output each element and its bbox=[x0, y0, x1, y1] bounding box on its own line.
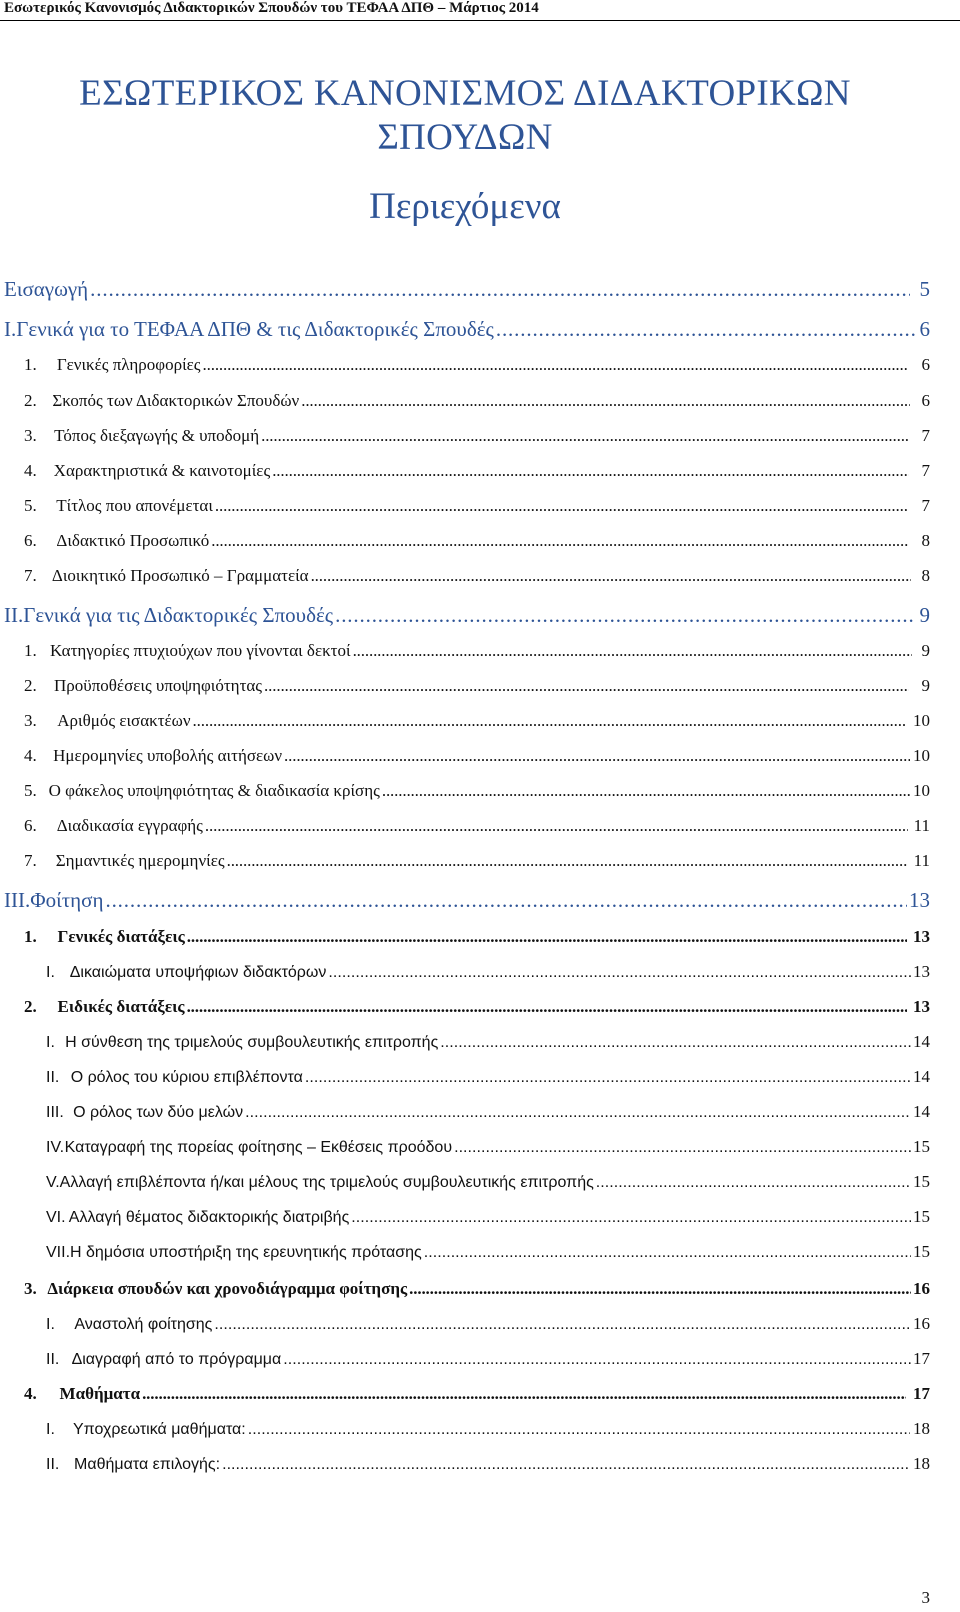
toc-dot-leader bbox=[409, 1279, 911, 1299]
toc-entry-label: Δικαιώματα υποψήφιων διδακτόρων bbox=[69, 964, 327, 981]
toc-entry[interactable] bbox=[46, 1349, 930, 1369]
toc-entry-number: II. bbox=[46, 1351, 60, 1368]
toc-dot-leader bbox=[335, 603, 915, 628]
toc-dot-leader bbox=[222, 1456, 910, 1474]
page-number: 3 bbox=[921, 1588, 930, 1607]
toc-entry-number: 2. bbox=[24, 997, 37, 1016]
toc-entry[interactable] bbox=[46, 1172, 930, 1192]
toc-entry-label: Ημερομηνίες υποβολής αιτήσεων bbox=[53, 746, 283, 765]
toc-entry-number: 2. bbox=[24, 391, 37, 410]
toc-entry-label: Διάρκεια σπουδών και χρονοδιάγραμμα φοίτησης bbox=[47, 1279, 408, 1298]
toc-entry-label: Αλλαγή επιβλέποντα ή/και μέλους της τριμελούς συμβουλευτικής επιτροπής bbox=[59, 1174, 594, 1191]
toc-entry[interactable] bbox=[24, 746, 930, 766]
toc-entry-label: Αλλαγή θέματος διδακτορικής διατριβής bbox=[68, 1209, 350, 1226]
toc-dot-leader bbox=[328, 964, 911, 982]
toc-dot-leader bbox=[424, 1244, 911, 1262]
toc-entry-page: 13 bbox=[909, 888, 930, 912]
toc-entry-page: 15 bbox=[913, 1207, 930, 1226]
toc-entry-number: 4. bbox=[24, 1384, 37, 1403]
toc-entry-number: I. bbox=[46, 1034, 55, 1051]
toc-dot-leader bbox=[105, 888, 907, 913]
toc-entry-number: 3. bbox=[24, 426, 37, 445]
toc-entry-label: Διαγραφή από το πρόγραμμα bbox=[71, 1351, 282, 1368]
toc-entry-label: Γενικές διατάξεις bbox=[57, 927, 185, 946]
toc-entry-label: Ειδικές διατάξεις bbox=[57, 997, 185, 1016]
toc-entry[interactable] bbox=[4, 277, 930, 302]
toc-entry-number: 5. bbox=[24, 496, 37, 515]
toc-entry[interactable] bbox=[24, 851, 930, 871]
toc-entry-label: Τόπος διεξαγωγής & υποδομή bbox=[54, 426, 260, 445]
toc-entry[interactable] bbox=[24, 1279, 930, 1299]
toc-entry-number: I. bbox=[4, 317, 17, 341]
toc-dot-leader bbox=[301, 391, 910, 411]
toc-entry-page: 18 bbox=[913, 1454, 930, 1473]
toc-entry[interactable] bbox=[24, 676, 930, 696]
toc-entry[interactable] bbox=[46, 1067, 930, 1087]
toc-dot-leader bbox=[214, 1316, 909, 1334]
toc-entry-number: 4. bbox=[24, 461, 37, 480]
toc-entry-number: 4. bbox=[24, 746, 37, 765]
toc-entry[interactable] bbox=[24, 355, 930, 375]
toc-entry-page: 7 bbox=[921, 496, 930, 515]
toc-dot-leader bbox=[203, 355, 908, 375]
toc-entry-label: Διοικητικό Προσωπικό – Γραμματεία bbox=[51, 566, 309, 585]
toc-entry-label: Γενικά για τις Διδακτορικές Σπουδές bbox=[23, 603, 334, 627]
toc-entry[interactable] bbox=[46, 1419, 930, 1439]
document-title-line-1: ΕΣΩΤΕΡΙΚΟΣ ΚΑΝΟΝΙΣΜΟΣ ΔΙΔΑΚΤΟΡΙΚΩΝ bbox=[79, 73, 851, 114]
toc-entry-number: 1. bbox=[24, 927, 37, 946]
toc-entry-page: 14 bbox=[913, 1032, 930, 1051]
toc-entry-label: Αναστολή φοίτησης bbox=[74, 1316, 213, 1333]
toc-entry-number: VII. bbox=[46, 1244, 71, 1261]
toc-entry-page: 5 bbox=[919, 277, 930, 301]
toc-dot-leader bbox=[311, 566, 911, 586]
toc-entry-page: 13 bbox=[913, 997, 930, 1016]
toc-dot-leader bbox=[193, 711, 908, 731]
toc-entry-page: 9 bbox=[921, 676, 930, 695]
toc-entry-page: 7 bbox=[921, 426, 931, 445]
toc-entry[interactable] bbox=[4, 603, 930, 628]
toc-entry-number: 7. bbox=[24, 851, 37, 870]
toc-entry-page: 11 bbox=[913, 816, 930, 835]
toc-heading: Περιεχόμενα bbox=[369, 186, 561, 227]
toc-dot-leader bbox=[382, 781, 911, 801]
toc-dot-leader bbox=[283, 1351, 911, 1369]
toc-entry[interactable] bbox=[24, 997, 930, 1017]
toc-entry-number: II. bbox=[46, 1456, 60, 1473]
toc-dot-leader bbox=[215, 496, 908, 516]
toc-dot-leader bbox=[353, 641, 912, 661]
toc-entry-label: Καταγραφή της πορείας φοίτησης – Εκθέσεις προόδου bbox=[64, 1139, 453, 1156]
toc-dot-leader bbox=[440, 1034, 911, 1052]
toc-entry-label: Τίτλος που απονέμεται bbox=[56, 496, 213, 515]
toc-entry-number: 3. bbox=[24, 711, 37, 730]
toc-entry-page: 17 bbox=[913, 1384, 930, 1403]
toc-entry-label: Φοίτηση bbox=[30, 888, 104, 912]
toc-entry[interactable] bbox=[24, 641, 930, 661]
toc-entry-page: 10 bbox=[913, 711, 930, 730]
toc-dot-leader bbox=[305, 1069, 911, 1087]
toc-entry[interactable] bbox=[46, 1137, 930, 1157]
toc-entry[interactable] bbox=[46, 1314, 930, 1334]
toc-dot-leader bbox=[205, 816, 908, 836]
toc-entry[interactable] bbox=[46, 1454, 930, 1474]
toc-entry-number: II. bbox=[4, 603, 24, 627]
toc-entry[interactable] bbox=[24, 711, 930, 731]
toc-entry-page: 13 bbox=[913, 962, 930, 981]
toc-entry-label: Γενικά για το ΤΕΦΑΑ ΔΠΘ & τις Διδακτορικές Σπουδές bbox=[16, 317, 494, 341]
toc-entry-page: 13 bbox=[913, 927, 930, 946]
toc-entry-page: 7 bbox=[921, 461, 931, 480]
toc-entry-label: Ο φάκελος υποψηφιότητας & διαδικασία κρίσης bbox=[48, 781, 380, 800]
toc-entry-label: Αριθμός εισακτέων bbox=[57, 711, 191, 730]
toc-entry-page: 9 bbox=[919, 603, 930, 627]
toc-entry[interactable] bbox=[24, 816, 930, 836]
toc-entry[interactable] bbox=[46, 1242, 930, 1262]
toc-entry-page: 14 bbox=[913, 1102, 930, 1121]
toc-entry-number: 2. bbox=[24, 676, 37, 695]
toc-entry-page: 8 bbox=[921, 531, 930, 550]
toc-entry-number: 1. bbox=[24, 355, 37, 374]
toc-entry-page: 16 bbox=[913, 1314, 930, 1333]
toc-entry-page: 9 bbox=[921, 641, 930, 660]
document-title bbox=[0, 72, 930, 160]
toc-dot-leader bbox=[211, 531, 908, 551]
toc-entry[interactable] bbox=[4, 888, 930, 913]
toc-entry-number: 7. bbox=[24, 566, 37, 585]
toc-entry-number: VI. bbox=[46, 1209, 66, 1226]
toc-entry-number: 1. bbox=[24, 641, 37, 660]
toc-entry[interactable] bbox=[24, 496, 930, 516]
toc-entry-label: Χαρακτηριστικά & καινοτομίες bbox=[53, 461, 271, 480]
toc-dot-leader bbox=[227, 851, 909, 871]
toc-entry[interactable] bbox=[46, 1207, 930, 1227]
toc-dot-leader bbox=[454, 1139, 911, 1157]
toc-entry-label: Η σύνθεση της τριμελούς συμβουλευτικής επιτροπής bbox=[65, 1034, 439, 1051]
toc-entry-label: Υποχρεωτικά μαθήματα: bbox=[72, 1421, 246, 1438]
toc-entry[interactable] bbox=[24, 531, 930, 551]
toc-entry-number: III. bbox=[4, 888, 31, 912]
toc-entry-page: 18 bbox=[913, 1419, 930, 1438]
toc-entry[interactable] bbox=[46, 1102, 930, 1122]
toc-dot-leader bbox=[187, 927, 907, 947]
toc-entry[interactable] bbox=[24, 391, 930, 411]
toc-entry-page: 17 bbox=[913, 1349, 930, 1368]
toc-dot-leader bbox=[272, 461, 909, 481]
toc-dot-leader bbox=[248, 1421, 911, 1439]
toc-entry[interactable] bbox=[24, 927, 930, 947]
toc-entry-label: Σημαντικές ημερομηνίες bbox=[55, 851, 225, 870]
toc-entry-page: 15 bbox=[913, 1172, 930, 1191]
toc-entry-number: 5. bbox=[24, 781, 37, 800]
toc-entry-label: Διδακτικό Προσωπικό bbox=[56, 531, 210, 550]
running-header bbox=[0, 0, 960, 20]
toc-dot-leader bbox=[264, 676, 909, 696]
toc-entry-label: Μαθήματα bbox=[59, 1384, 141, 1403]
toc-entry-page: 8 bbox=[921, 566, 930, 585]
toc-entry-label: Μαθήματα επιλογής: bbox=[74, 1456, 221, 1473]
toc-dot-leader bbox=[284, 746, 910, 766]
toc-entry-number: III. bbox=[46, 1104, 64, 1121]
toc-entry-number: II. bbox=[46, 1069, 60, 1086]
toc-entry-page: 6 bbox=[921, 391, 930, 410]
toc-dot-leader bbox=[187, 997, 907, 1017]
toc-dot-leader bbox=[261, 426, 909, 446]
toc-dot-leader bbox=[245, 1104, 910, 1122]
toc-entry-page: 16 bbox=[913, 1279, 930, 1298]
toc-entry[interactable] bbox=[24, 566, 930, 586]
toc-entry[interactable] bbox=[46, 1032, 930, 1052]
toc-entry-label: Προϋποθέσεις υποψηφιότητας bbox=[54, 676, 263, 695]
toc-entry[interactable] bbox=[4, 317, 930, 342]
toc-dot-leader bbox=[142, 1384, 906, 1404]
toc-dot-leader bbox=[596, 1174, 911, 1192]
toc-entry-label: Γενικές πληροφορίες bbox=[56, 355, 201, 374]
toc-entry-label: Ο ρόλος των δύο μελών bbox=[73, 1104, 244, 1121]
toc-entry-page: 11 bbox=[913, 851, 930, 870]
toc-entry-label: Εισαγωγή bbox=[4, 277, 89, 301]
toc-entry[interactable] bbox=[24, 1384, 930, 1404]
toc-entry-number: 6. bbox=[24, 816, 37, 835]
toc-dot-leader bbox=[90, 277, 910, 302]
toc-dot-leader bbox=[351, 1209, 911, 1227]
document-title-line-2: ΣΠΟΥΔΩΝ bbox=[377, 117, 553, 158]
toc-entry-page: 6 bbox=[921, 355, 930, 374]
toc-entry-number: I. bbox=[46, 1421, 55, 1438]
toc-entry[interactable] bbox=[46, 962, 930, 982]
toc-entry-label: Διαδικασία εγγραφής bbox=[56, 816, 203, 835]
toc-dot-leader bbox=[496, 317, 918, 342]
toc-entry-number: IV. bbox=[46, 1139, 65, 1156]
toc-entry-label: Η δημόσια υποστήριξη της ερευνητικής πρότασης bbox=[70, 1244, 422, 1261]
toc-entry-number: 6. bbox=[24, 531, 37, 550]
running-header-text: Εσωτερικός Κανονισμός Διδακτορικών Σπουδών του ΤΕΦΑΑ ΔΠΘ – Μάρτιος 2014 bbox=[4, 0, 539, 16]
toc-entry-page: 14 bbox=[913, 1067, 930, 1086]
header-rule bbox=[0, 20, 960, 21]
toc-entry-page: 10 bbox=[913, 746, 930, 765]
toc-entry-page: 6 bbox=[919, 317, 930, 341]
toc-entry-number: I. bbox=[46, 964, 55, 981]
toc-entry-page: 15 bbox=[913, 1242, 930, 1261]
toc-entry-label: Κατηγορίες πτυχιούχων που γίνονται δεκτοί bbox=[50, 641, 351, 660]
toc-entry-page: 10 bbox=[913, 781, 930, 800]
toc-entry-number: I. bbox=[46, 1316, 55, 1333]
toc-entry[interactable] bbox=[24, 461, 930, 481]
toc-entry[interactable] bbox=[24, 781, 930, 801]
toc-entry-label: Σκοπός των Διδακτορικών Σπουδών bbox=[52, 391, 300, 410]
toc-entry-number: V. bbox=[46, 1174, 60, 1191]
toc-entry-label: Ο ρόλος του κύριου επιβλέποντα bbox=[70, 1069, 303, 1086]
toc-entry-page: 15 bbox=[913, 1137, 930, 1156]
toc-entry[interactable] bbox=[24, 426, 930, 446]
toc-entry-number: 3. bbox=[24, 1279, 37, 1298]
